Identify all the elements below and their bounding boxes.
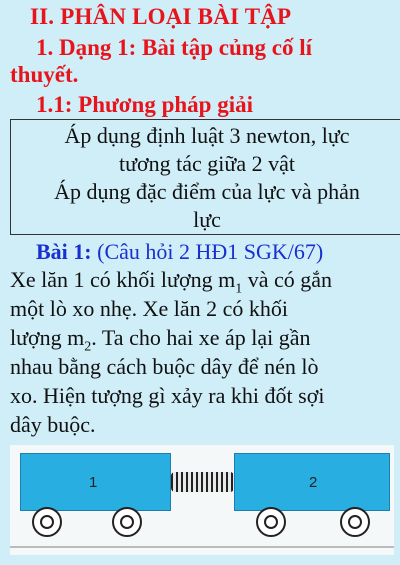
spring bbox=[171, 472, 234, 492]
exercise-label: Bài 1: bbox=[36, 239, 92, 264]
exercise-heading bbox=[36, 239, 323, 265]
method-box bbox=[10, 119, 400, 235]
cart-2-wheel-right bbox=[340, 507, 370, 537]
method-line3: Áp dụng đặc điểm của lực và phản bbox=[54, 179, 360, 204]
ground-line bbox=[10, 546, 394, 548]
cart-1 bbox=[20, 453, 171, 511]
exercise-line6: dây buộc. bbox=[10, 412, 96, 437]
exercise-reference: (Câu hỏi 2 HĐ1 SGK/67) bbox=[97, 239, 324, 264]
cart-1-label: 1 bbox=[89, 474, 98, 491]
cart-2 bbox=[234, 453, 390, 511]
cart-2-wheel-left bbox=[256, 507, 286, 537]
method-line1: Áp dụng định luật 3 newton, lực bbox=[64, 123, 350, 148]
exercise-line1-text: Xe lăn 1 có khối lượng m bbox=[10, 267, 236, 292]
section-title-line1: 1. Dạng 1: Bài tập củng cố lí bbox=[36, 35, 313, 60]
subsection-title: 1.1: Phương pháp giải bbox=[36, 92, 253, 117]
m1-subscript: 1 bbox=[235, 281, 243, 297]
exercise-line3 bbox=[10, 325, 311, 355]
exercise-line3-text: lượng m bbox=[10, 325, 85, 350]
section-title-line2: thuyết. bbox=[10, 62, 79, 87]
cart-1-wheel-right bbox=[112, 507, 142, 537]
chapter-title: II. PHÂN LOẠI BÀI TẬP bbox=[30, 4, 292, 29]
exercise-line2: một lò xo nhẹ. Xe lăn 2 có khối bbox=[10, 296, 289, 321]
method-line4: lực bbox=[193, 207, 221, 232]
exercise-line1-tail: và có gắn bbox=[242, 267, 332, 292]
exercise-line5: xo. Hiện tượng gì xảy ra khi đốt sợi bbox=[10, 383, 325, 408]
exercise-line1 bbox=[10, 267, 332, 297]
exercise-line4: nhau bằng cách buộc dây để nén lò bbox=[10, 354, 319, 379]
cart-1-wheel-left bbox=[32, 507, 62, 537]
exercise-line3-tail: . Ta cho hai xe áp lại gần bbox=[91, 325, 311, 350]
method-line2: tương tác giữa 2 vật bbox=[119, 151, 295, 176]
m2-subscript: 2 bbox=[84, 339, 92, 355]
cart-2-label: 2 bbox=[309, 474, 318, 491]
carts-figure bbox=[10, 445, 394, 555]
